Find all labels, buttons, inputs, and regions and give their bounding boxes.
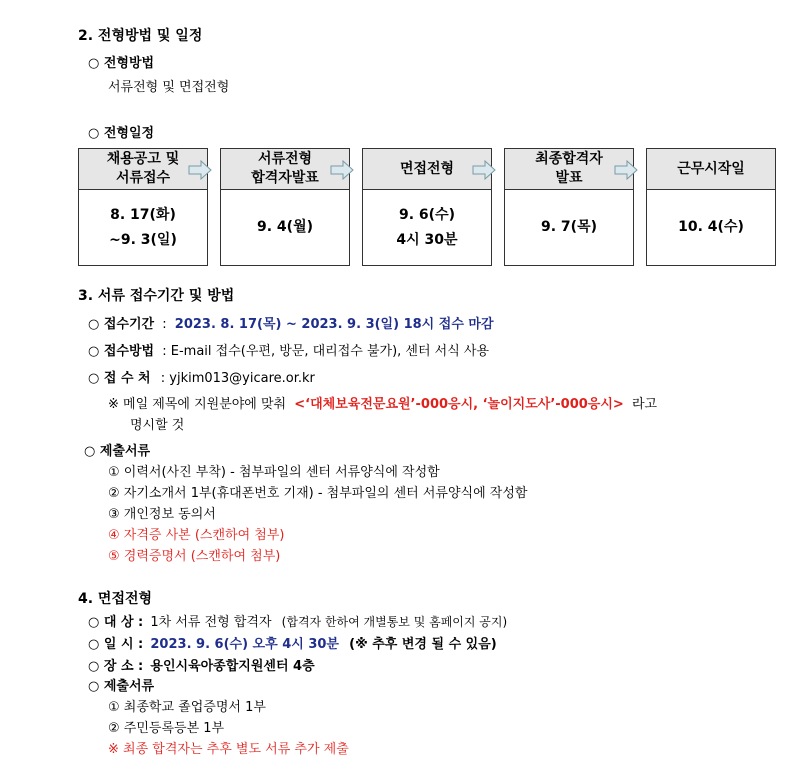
mail-note — [108, 393, 657, 412]
place-row — [88, 655, 315, 674]
target-label: ○ 대 상 : — [88, 615, 144, 630]
section4-title: 4. 면접전형 — [78, 591, 153, 607]
section2-title: 2. 전형방법 및 일정 — [78, 28, 203, 44]
list-item: ① 이력서(사진 부착) - 첨부파일의 센터 서류양식에 작성함 — [108, 465, 440, 480]
stage-title: 근무시작일 — [646, 148, 776, 190]
stage-date: 8. 17(화) ~9. 3(일) — [78, 190, 208, 266]
method-text: 서류전형 및 면접전형 — [108, 80, 230, 95]
note-highlight: <‘대체보육전문요원’-000응시, ‘놀이지도사’-000응시> — [294, 397, 624, 412]
place-label: ○ 장 소 : — [88, 659, 144, 674]
arrow-right-icon — [614, 160, 638, 180]
period-value: 2023. 8. 17(목) ~ 2023. 9. 3(일) 18시 접수 마감 — [174, 317, 494, 332]
final-note: ※ 최종 합격자는 추후 별도 서류 추가 제출 — [108, 742, 349, 757]
stage-title: 면접전형 — [362, 148, 492, 190]
stage-date: 10. 4(수) — [646, 190, 776, 266]
period-sep: : — [162, 317, 167, 332]
method-label: ○ 전형방법 — [88, 56, 155, 71]
interview-docs-label: ○ 제출서류 — [88, 679, 155, 694]
list-item: ③ 개인정보 동의서 — [108, 507, 216, 522]
note-prefix: ※ 메일 제목에 지원분야에 맞춰 — [108, 397, 287, 412]
stage-title: 채용공고 및 서류접수 — [78, 148, 208, 190]
list-item: ① 최종학교 졸업증명서 1부 — [108, 700, 266, 715]
target-value: 1차 서류 전형 합격자 — [150, 615, 272, 630]
list-item: ② 주민등록등본 1부 — [108, 721, 225, 736]
stage-date: 9. 6(수) 4시 30분 — [362, 190, 492, 266]
note-suffix: 라고 — [631, 397, 658, 412]
stage-title: 서류전형 합격자발표 — [220, 148, 350, 190]
docs-label: ○ 제출서류 — [84, 444, 151, 459]
arrow-right-icon — [188, 160, 212, 180]
section3-title: 3. 서류 접수기간 및 방법 — [78, 288, 235, 304]
method-row — [88, 340, 489, 359]
period-label: ○ 접수기간 — [88, 317, 155, 332]
arrow-right-icon — [330, 160, 354, 180]
stage-date: 9. 7(목) — [504, 190, 634, 266]
list-item: ④ 자격증 사본 (스캔하여 첨부) — [108, 528, 285, 543]
arrow-right-icon — [472, 160, 496, 180]
stage-date: 9. 4(월) — [220, 190, 350, 266]
time-note: (※ 추후 변경 될 수 있음) — [349, 637, 497, 652]
schedule-label: ○ 전형일정 — [88, 126, 155, 141]
list-item: ⑤ 경력증명서 (스캔하여 첨부) — [108, 549, 281, 564]
place-value: 용인시육아종합지원센터 4층 — [150, 659, 315, 674]
dest-row — [88, 367, 315, 386]
target-row — [88, 611, 507, 630]
submit-method-label: ○ 접수방법 — [88, 344, 155, 359]
list-item: ② 자기소개서 1부(휴대폰번호 기재) - 첨부파일의 센터 서류양식에 작성함 — [108, 486, 528, 501]
time-value: 2023. 9. 6(수) 오후 4시 30분 — [150, 637, 339, 652]
note-line2: 명시할 것 — [130, 418, 185, 433]
submit-method-value: : E-mail 접수(우편, 방문, 대리접수 불가), 센터 서식 사용 — [162, 344, 490, 359]
dest-label: ○ 접 수 처 — [88, 371, 151, 386]
stage-5 — [646, 148, 776, 266]
time-label: ○ 일 시 : — [88, 637, 144, 652]
period-row — [88, 313, 494, 332]
time-row — [88, 633, 497, 652]
target-note: (합격자 한하여 개별통보 및 홈페이지 공지) — [281, 615, 508, 629]
dest-email[interactable]: : yjkim013@yicare.or.kr — [160, 371, 315, 386]
stage-title: 최종합격자 발표 — [504, 148, 634, 190]
